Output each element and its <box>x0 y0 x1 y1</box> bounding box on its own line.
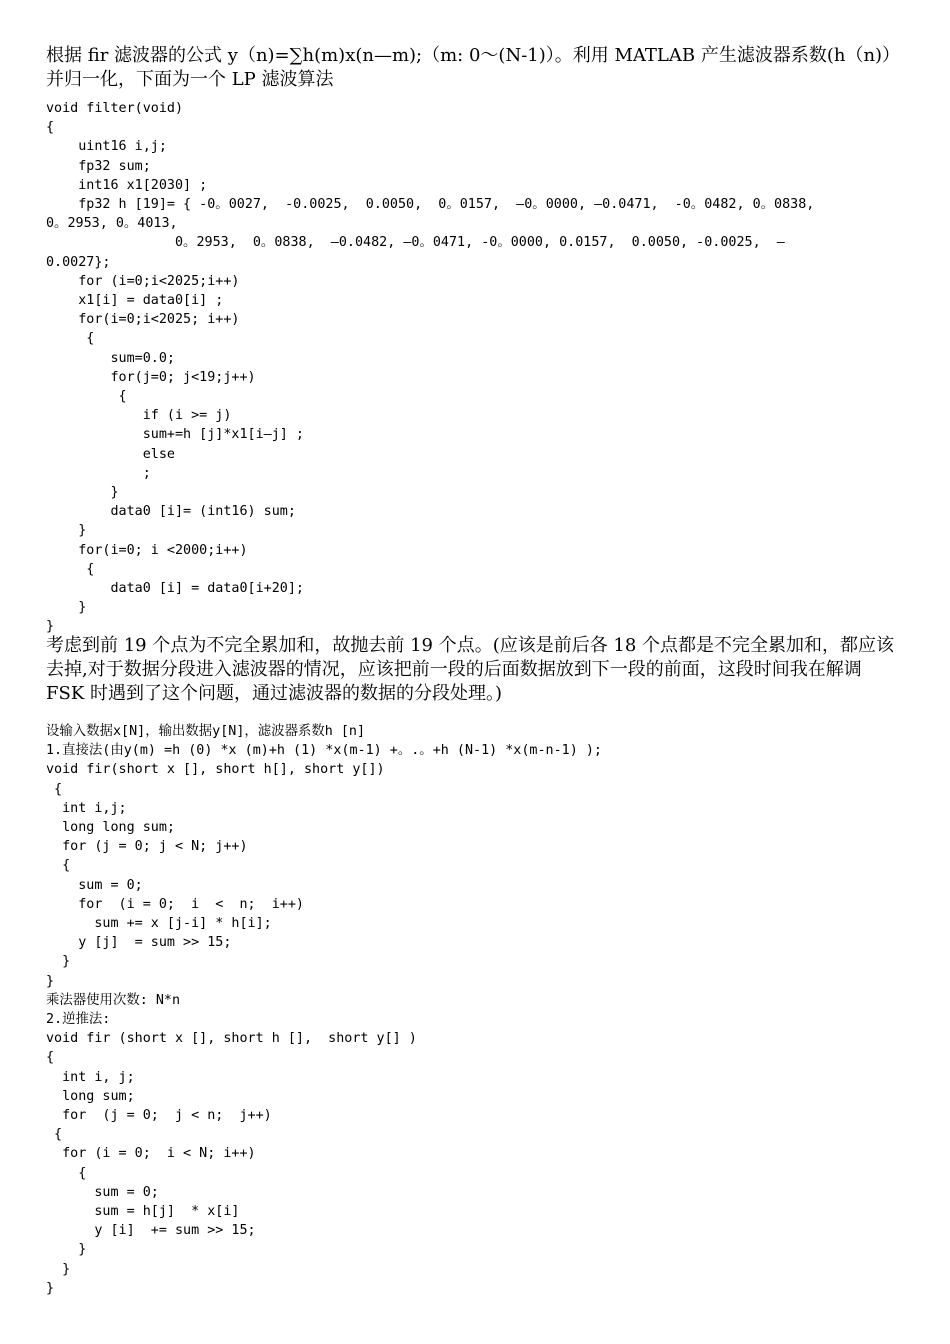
note-paragraph: 考虑到前 19 个点为不完全累加和，故抛去前 19 个点。(应该是前后各 18 个点都是不完全累加和，都应该去掉,对于数据分段进入滤波器的情况，应该把前一段的后面数据放到下一段的前面，这段时间我在解调 FSK 时遇到了这个问题，通过滤波器的数据的分段处理。) <box>46 635 895 704</box>
intro-paragraph: 根据 fir 滤波器的公式 y（n)=∑h(m)x(n—m);（m: 0～(N-1)）。利用 MATLAB 产生滤波器系数(h（n)）并归一化，下面为一个 LP 滤波算法 <box>46 45 892 90</box>
fir-methods-code-block: 设输入数据x[N]，输出数据y[N]，滤波器系数h [n] 1.直接法(由y(m) =h (0) *x (m)+h (1) *x(m-1) +。.。+h (N-1) *x(m-n-1) ); void fir(short x [], short h[], short y[]) { int i,j; long long sum; for (j = 0; j < N; j++) { sum = 0; for (i = 0; i < n; i++) sum += x [j-i] * h[i]; y [j] = sum >> 15; } } 乘法器使用次数: N*n 2.逆推法: void fir (short x [], short h [], short y[] ) { int i, j; long sum; for (j = 0; j < n; j++) { for (i = 0; i < N; i++) { sum = 0; sum = h[j] * x[i] y [i] += sum >> 15; } } } <box>46 724 602 1296</box>
lp-filter-code-block: void filter(void) { uint16 i,j; fp32 sum; int16 x1[2030] ; fp32 h [19]= { -0。0027, -0.0025, 0.0050, 0。0157, —0。0000, —0.0471, -0。0482, 0。0838, 0。2953, 0。4013, 0。2953, 0。0838, —0.0482, —0。0471, -0。0000, 0.0157, 0.0050, -0.0025, — 0.0027}; for (i=0;i<2025;i++) x1[i] = data0[i] ; for(i=0;i<2025; i++) { sum=0.0; for(j=0; j<19;j++) { if (i >= j) sum+=h [j]*x1[i—j] ; else ; } data0 [i]= (int16) sum; } for(i=0; i <2000;i++) { data0 [i] = data0[i+20]; } } <box>46 101 815 635</box>
